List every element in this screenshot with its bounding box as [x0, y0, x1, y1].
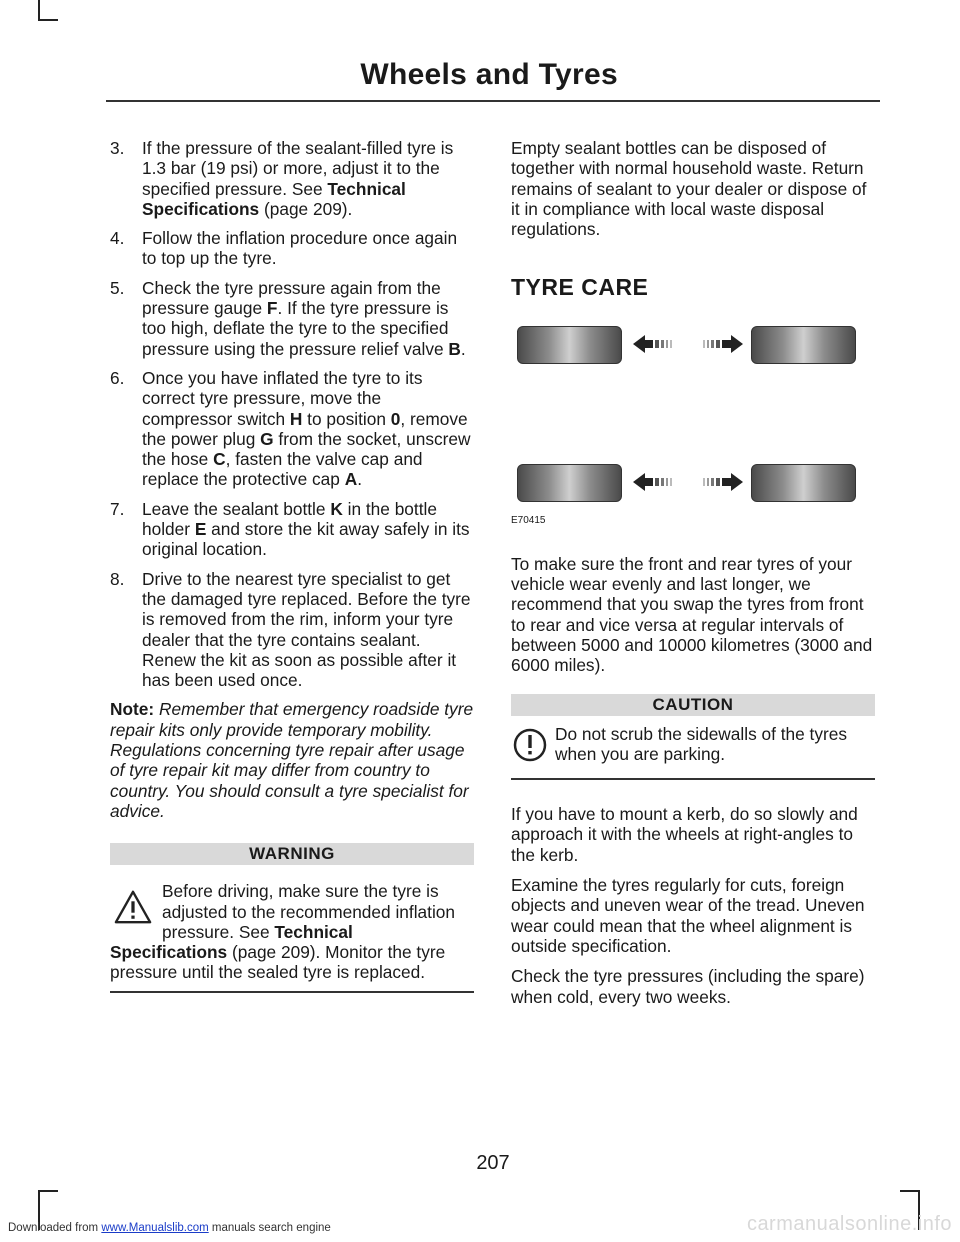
note-paragraph	[110, 699, 474, 821]
arrow-right-icon	[689, 333, 745, 355]
kerb-paragraph: If you have to mount a kerb, do so slowly and approach it with the wheels at right-angles to the kerb.	[511, 804, 858, 865]
warning-box	[110, 875, 474, 992]
note-text: Remember that emergency roadside tyre repair kits only provide temporary mobility. Regulations concerning tyre repair after usage of tyre repair kit may differ from country to country. You should consult a tyre specialist for advice.	[110, 699, 474, 821]
step-number: 3.	[110, 138, 125, 158]
tyre-rotation-figure	[511, 320, 875, 532]
list-item	[110, 499, 474, 560]
warning-triangle-icon	[114, 889, 152, 925]
note-label: Note:	[110, 699, 155, 720]
crop-mark	[900, 1190, 920, 1192]
step-number: 5.	[110, 277, 125, 298]
crop-mark	[38, 1190, 58, 1192]
cross-reference-link[interactable]: Technical Specifications	[110, 921, 353, 963]
left-column	[110, 138, 474, 993]
arrow-left-icon	[631, 471, 687, 493]
step-text: Follow the inflation procedure once again to top up the tyre.	[142, 228, 458, 269]
watermark-text: carmanualsonline.info	[746, 1213, 952, 1235]
footer: Downloaded from www.Manualslib.com manuals search engine	[8, 1222, 331, 1234]
tyre-image	[751, 326, 856, 364]
step-text: Check the tyre pressure again from the pressure gauge F. If the tyre pressure is too high, deflate the tyre to the specified pressure using the pressure relief valve B.	[142, 277, 466, 359]
list-item	[110, 569, 474, 691]
caution-header: CAUTION	[511, 694, 875, 716]
arrow-right-icon	[689, 471, 745, 493]
tyre-image	[517, 464, 622, 502]
arrow-left-icon	[631, 333, 687, 355]
caution-text: Do not scrub the sidewalls of the tyres when you are parking.	[555, 723, 848, 764]
step-text: Once you have inflated the tyre to its correct tyre pressure, move the compressor switch H to position 0, remove the power plug G from the socket, unscrew the hose C, fasten the valve cap and replace the protective cap A.	[142, 367, 471, 490]
header-divider	[106, 100, 880, 102]
section-heading: TYRE CARE	[511, 274, 649, 301]
caution-exclamation-icon	[513, 728, 547, 762]
steps-list	[110, 138, 474, 690]
step-number: 7.	[110, 498, 125, 519]
tyre-image	[751, 464, 856, 502]
page-title: Wheels and Tyres	[360, 58, 618, 91]
rotation-paragraph: To make sure the front and rear tyres of your vehicle wear evenly and last longer, we recommend that you swap the tyres from front to rear and vice versa at regular intervals of between 5000 and 10000 kilometres (3000 and 6000 miles).	[511, 553, 873, 676]
examine-paragraph: Examine the tyres regularly for cuts, foreign objects and uneven wear of the tread. Uneven wear could mean that the wheel alignment is outside specification.	[511, 875, 865, 956]
step-number: 6.	[110, 367, 125, 388]
page-number: 207	[476, 1152, 510, 1174]
tyre-image	[517, 326, 622, 364]
crop-mark	[38, 19, 58, 21]
warning-text: Before driving, make sure the tyre is adjusted to the recommended inflation pressure. See Technical Specifications (page 209). Monitor the tyre pressure until the sealed tyre is replaced.	[110, 881, 456, 983]
step-number: 4.	[110, 228, 125, 249]
step-text: Drive to the nearest tyre specialist to get the damaged tyre replaced. Before the tyre is removed from the rim, inform your tyre dealer that the tyre contains sealant. Renew the kit as soon as possible after it has been used once.	[142, 568, 471, 691]
caution-box	[511, 724, 875, 781]
crop-mark	[38, 0, 40, 20]
manualslib-link[interactable]: www.Manualslib.com	[101, 1222, 209, 1234]
list-item	[110, 278, 474, 359]
step-text: Leave the sealant bottle K in the bottle holder E and store the kit away safely in its original location.	[142, 498, 470, 560]
list-item	[110, 228, 474, 269]
list-item	[110, 138, 474, 219]
warning-header: WARNING	[110, 843, 474, 865]
list-item	[110, 368, 474, 490]
right-column	[511, 138, 875, 1017]
disposal-paragraph: Empty sealant bottles can be disposed of together with normal household waste. Return remains of sealant to your dealer or dispose of it in compliance with local waste disposal regulations.	[511, 138, 867, 240]
step-text: If the pressure of the sealant-filled tyre is 1.3 bar (19 psi) or more, adjust it to the specified pressure. See Technical Specifications (page 209).	[142, 138, 454, 219]
step-number: 8.	[110, 568, 125, 589]
pressure-paragraph: Check the tyre pressures (including the spare) when cold, every two weeks.	[511, 966, 865, 1007]
figure-code: E70415	[511, 515, 546, 527]
cross-reference-link[interactable]: Technical Specifications	[142, 178, 406, 219]
